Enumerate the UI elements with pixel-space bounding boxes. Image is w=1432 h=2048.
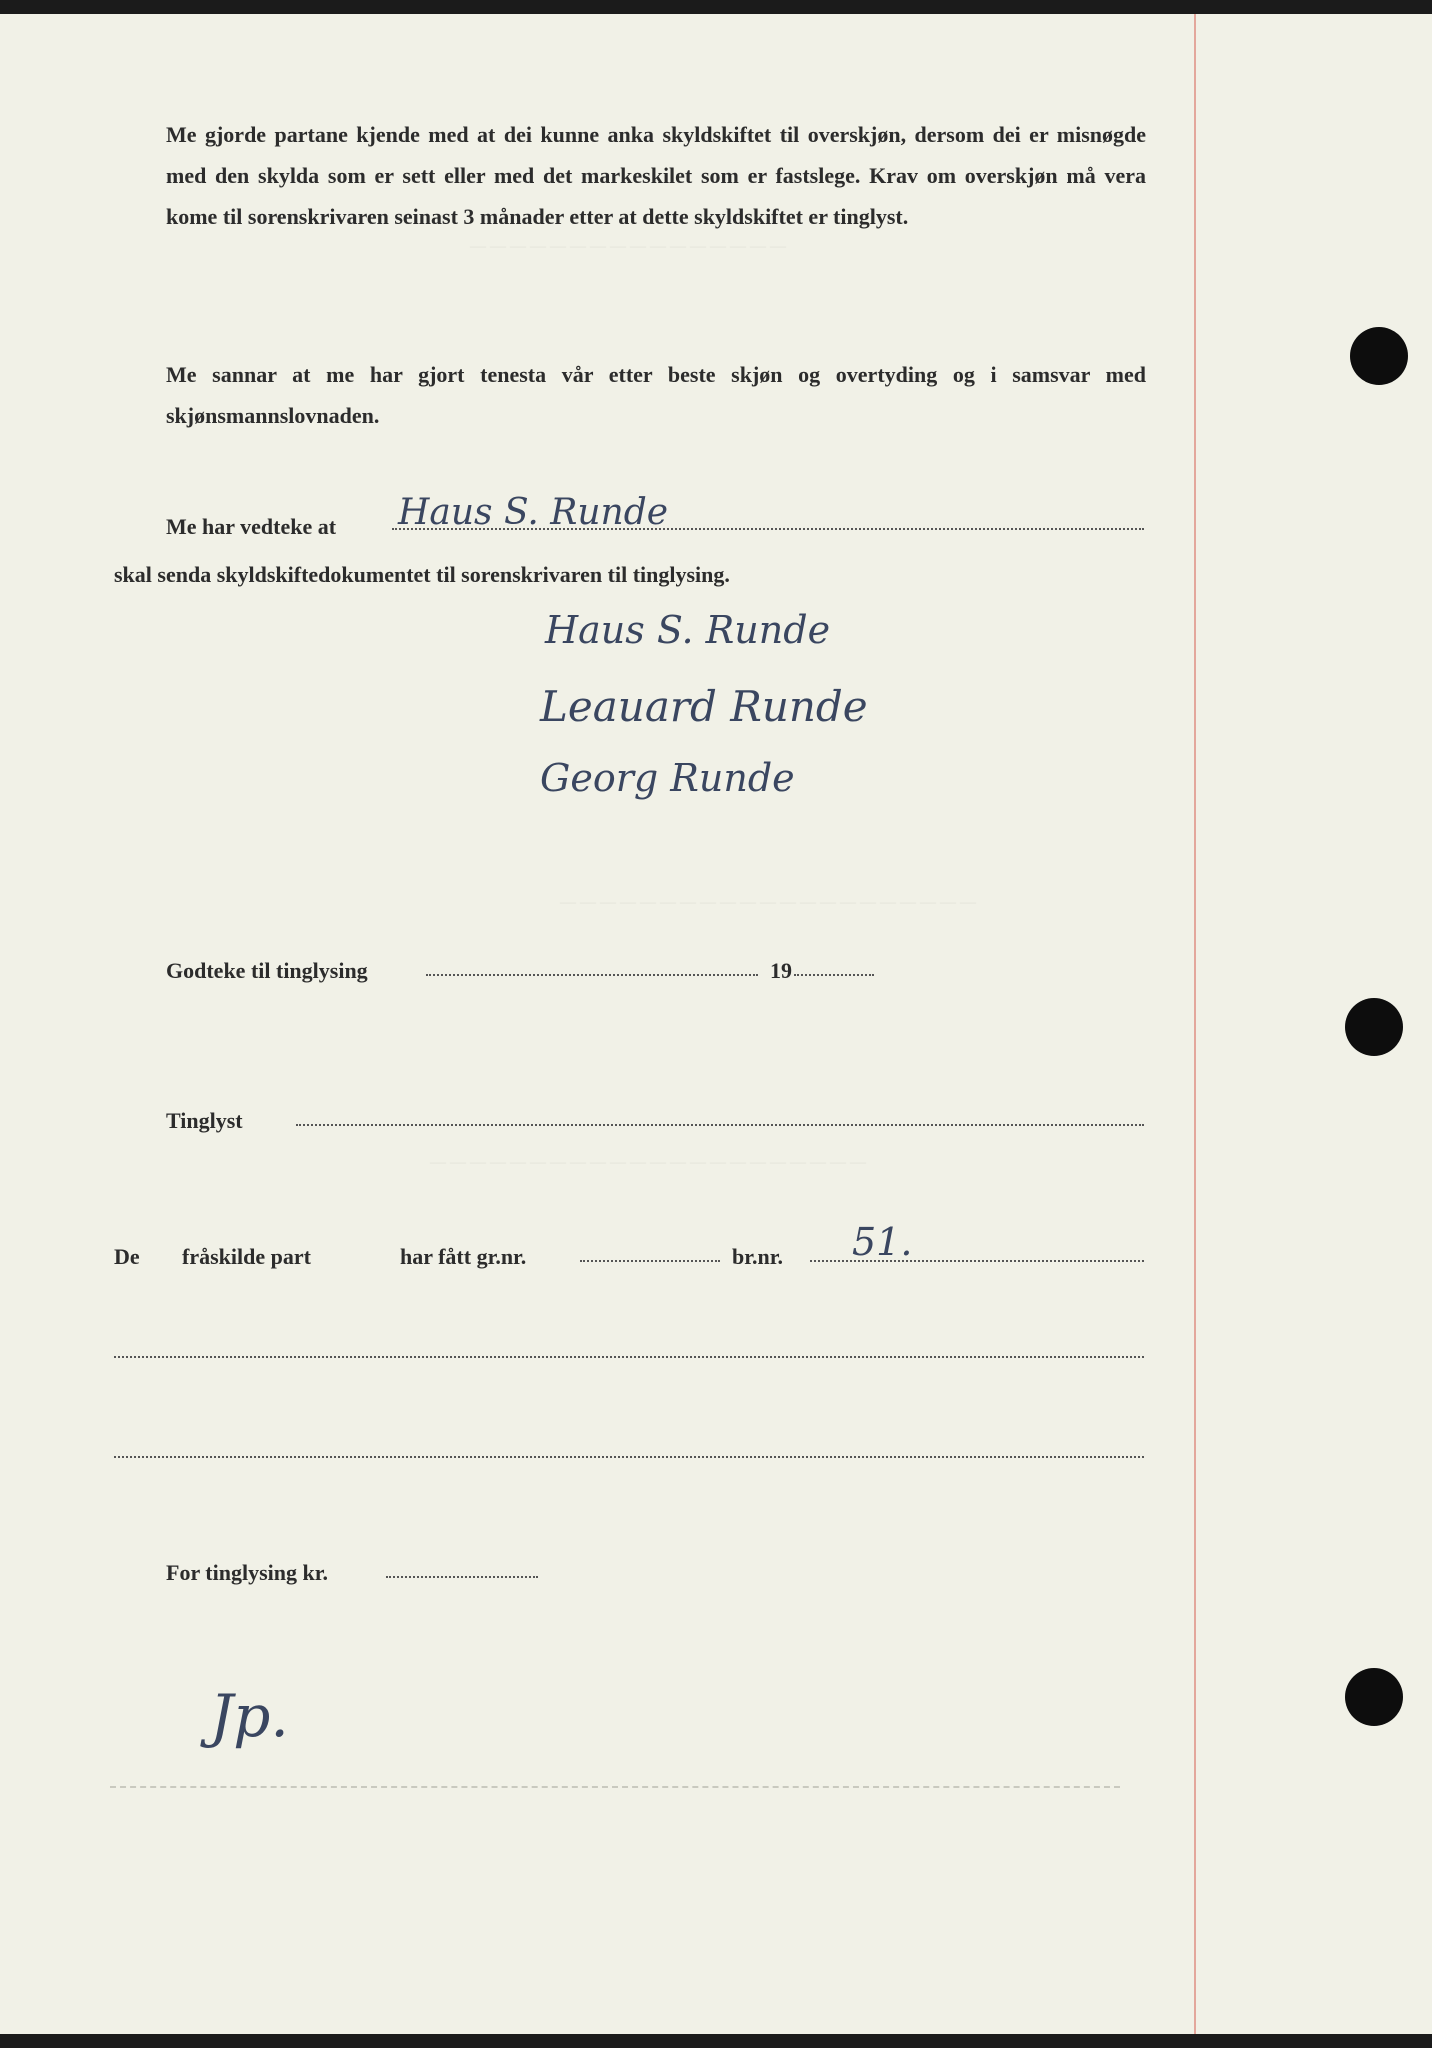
de-label: De: [114, 1244, 140, 1269]
for-tinglysing-dotted-line: [386, 1576, 538, 1578]
document-page: [0, 14, 1432, 2034]
vedteke-label: Me har vedteke at: [166, 514, 337, 539]
margin-line: [1194, 14, 1196, 2034]
br-nr-label: br.nr.: [732, 1244, 783, 1269]
gr-nr-label: har fått gr.nr.: [400, 1244, 527, 1269]
signature-3: Georg Runde: [540, 756, 795, 800]
blank-dotted-line: [114, 1456, 1144, 1458]
tinglyst-dotted-line: [296, 1124, 1144, 1126]
paragraph-overskjon: Me gjorde partane kjende med at dei kunne anka skyldskiftet til overskjøn, dersom dei er misnøgde med den skylda som er sett eller med det markeskilet som er fastslege. Krav om overskjøn må vera kome til sorenskrivaren seinast 3 månader etter at dette skyldskiftet er tinglyst.: [166, 122, 1146, 229]
gr-nr-dotted-line: [580, 1260, 720, 1262]
punch-hole-icon: [1345, 998, 1403, 1056]
signature-1: Haus S. Runde: [545, 608, 831, 652]
bleed-through: — — — — — — — — — — — — — — — —: [470, 238, 786, 255]
paragraph-sannar: Me sannar at me har gjort tenesta vår etter beste skjøn og overtyding og i samsvar med skjønsmannslovnaden.: [166, 362, 1146, 428]
godteke-dotted-line: [426, 974, 758, 976]
for-tinglysing-label: For tinglysing kr.: [166, 1560, 328, 1585]
year-prefix: 19: [770, 958, 792, 983]
bleed-through: — — — — — — — — — — — — — — — — — — — — —: [560, 894, 976, 911]
vedteke-handwritten-name: Haus S. Runde: [398, 492, 669, 533]
br-nr-value: 51.: [852, 1220, 913, 1264]
bottom-rule: [110, 1786, 1120, 1788]
fraskilde-label: fråskilde part: [182, 1244, 311, 1269]
year-dotted-line: [794, 974, 874, 976]
senda-text: skal senda skyldskiftedokumentet til sorenskrivaren til tinglysing.: [114, 562, 730, 587]
tinglyst-label: Tinglyst: [166, 1108, 243, 1133]
bleed-through: — — — — — — — — — — — — — — — — — — — — — —: [430, 1154, 866, 1171]
punch-hole-icon: [1345, 1668, 1403, 1726]
punch-hole-icon: [1350, 327, 1408, 385]
initials: Jp.: [210, 1682, 289, 1750]
godteke-label: Godteke til tinglysing: [166, 958, 368, 983]
blank-dotted-line: [114, 1356, 1144, 1358]
signature-2: Leauard Runde: [540, 682, 868, 731]
